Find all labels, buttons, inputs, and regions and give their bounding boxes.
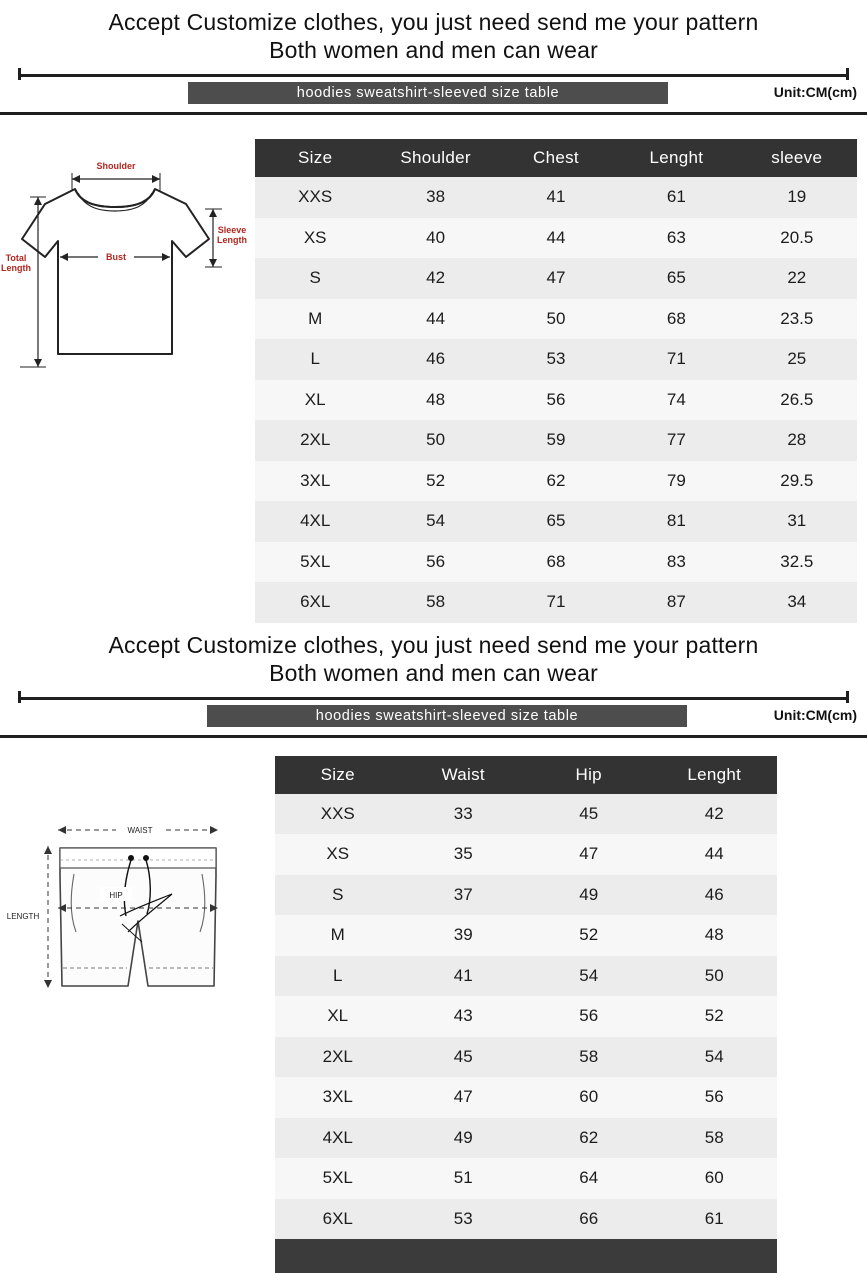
size-table-tops-wrap <box>255 139 867 623</box>
col-sleeve: sleeve <box>737 139 857 177</box>
cell-size: 5XL <box>255 542 375 583</box>
cell-waist: 45 <box>401 1037 527 1078</box>
table-row <box>275 1158 777 1199</box>
cell-length: 44 <box>652 834 778 875</box>
table-row <box>275 1077 777 1118</box>
col-waist: Waist <box>401 756 527 794</box>
label-hip: HIP <box>109 891 122 900</box>
col-length: Lenght <box>652 756 778 794</box>
cell-size: 3XL <box>275 1077 401 1118</box>
cell-sleeve: 23.5 <box>737 299 857 340</box>
label-length: LENGTH <box>7 912 40 921</box>
size-table-shorts <box>275 756 777 1240</box>
cell-sleeve: 28 <box>737 420 857 461</box>
cell-chest: 44 <box>496 218 616 259</box>
cell-hip: 49 <box>526 875 652 916</box>
banner-tops: hoodies sweatshirt-sleeved size table <box>188 82 668 104</box>
cell-size: 2XL <box>275 1037 401 1078</box>
cell-shoulder: 54 <box>375 501 495 542</box>
label-shoulder: Shoulder <box>96 161 135 171</box>
cell-size: XS <box>275 834 401 875</box>
cell-size: 4XL <box>275 1118 401 1159</box>
cell-chest: 53 <box>496 339 616 380</box>
cell-length: 79 <box>616 461 736 502</box>
cell-chest: 56 <box>496 380 616 421</box>
cell-chest: 62 <box>496 461 616 502</box>
cell-length: 65 <box>616 258 736 299</box>
cell-waist: 49 <box>401 1118 527 1159</box>
label-bust: Bust <box>106 252 126 262</box>
table-row <box>275 834 777 875</box>
cell-sleeve: 32.5 <box>737 542 857 583</box>
cell-size: XXS <box>275 794 401 835</box>
headline-line1: Accept Customize clothes, you just need send me your pattern <box>0 631 867 659</box>
cell-size: 2XL <box>255 420 375 461</box>
table-row <box>255 380 857 421</box>
col-hip: Hip <box>526 756 652 794</box>
cell-length: 60 <box>652 1158 778 1199</box>
cell-chest: 65 <box>496 501 616 542</box>
table-row <box>255 177 857 218</box>
headline-line2: Both women and men can wear <box>0 659 867 687</box>
cell-hip: 60 <box>526 1077 652 1118</box>
cell-sleeve: 20.5 <box>737 218 857 259</box>
unit-label-shorts: Unit:CM(cm) <box>774 707 857 723</box>
cell-size: 5XL <box>275 1158 401 1199</box>
table-row <box>275 875 777 916</box>
table-row <box>275 794 777 835</box>
cell-hip: 62 <box>526 1118 652 1159</box>
cell-shoulder: 44 <box>375 299 495 340</box>
table-row <box>255 461 857 502</box>
section-body-shorts <box>0 738 867 1273</box>
table-row <box>255 582 857 623</box>
headline-block-shorts <box>0 631 867 687</box>
cell-sleeve: 31 <box>737 501 857 542</box>
section-shorts <box>0 631 867 1273</box>
col-shoulder: Shoulder <box>375 139 495 177</box>
cell-length: 50 <box>652 956 778 997</box>
cell-hip: 56 <box>526 996 652 1037</box>
cell-size: 4XL <box>255 501 375 542</box>
cell-sleeve: 26.5 <box>737 380 857 421</box>
cell-hip: 47 <box>526 834 652 875</box>
rule-bar <box>18 74 849 77</box>
cell-sleeve: 34 <box>737 582 857 623</box>
cell-size: 3XL <box>255 461 375 502</box>
cell-size: XL <box>255 380 375 421</box>
col-chest: Chest <box>496 139 616 177</box>
cell-length: 68 <box>616 299 736 340</box>
table-row <box>255 218 857 259</box>
size-table-shorts-wrap <box>275 756 867 1273</box>
cell-length: 54 <box>652 1037 778 1078</box>
banner-row-shorts <box>0 705 867 731</box>
cell-hip: 45 <box>526 794 652 835</box>
section-body-tops <box>0 115 867 623</box>
cell-chest: 71 <box>496 582 616 623</box>
table-row <box>275 915 777 956</box>
col-size: Size <box>275 756 401 794</box>
cell-size: S <box>275 875 401 916</box>
cell-length: 52 <box>652 996 778 1037</box>
banner-shorts: hoodies sweatshirt-sleeved size table <box>207 705 687 727</box>
table-row <box>255 501 857 542</box>
cell-chest: 50 <box>496 299 616 340</box>
cell-chest: 41 <box>496 177 616 218</box>
label-total-length-1: Total <box>6 253 27 263</box>
cell-length: 56 <box>652 1077 778 1118</box>
cell-size: XXS <box>255 177 375 218</box>
cell-length: 81 <box>616 501 736 542</box>
cell-length: 61 <box>616 177 736 218</box>
headline-rule-tops <box>0 68 867 82</box>
cell-waist: 39 <box>401 915 527 956</box>
cell-hip: 66 <box>526 1199 652 1240</box>
cell-sleeve: 29.5 <box>737 461 857 502</box>
cell-length: 74 <box>616 380 736 421</box>
tshirt-measurement-diagram <box>0 139 255 424</box>
table-row <box>275 1037 777 1078</box>
table-row <box>255 339 857 380</box>
footer-bar <box>275 1239 777 1273</box>
cell-hip: 58 <box>526 1037 652 1078</box>
cell-shoulder: 56 <box>375 542 495 583</box>
cell-length: 83 <box>616 542 736 583</box>
cell-sleeve: 19 <box>737 177 857 218</box>
label-total-length-2: Length <box>1 263 31 273</box>
col-length: Lenght <box>616 139 736 177</box>
headline-block-tops <box>0 0 867 64</box>
cell-shoulder: 38 <box>375 177 495 218</box>
table-row <box>275 956 777 997</box>
cell-shoulder: 58 <box>375 582 495 623</box>
headline-line1: Accept Customize clothes, you just need send me your pattern <box>0 8 867 36</box>
cell-waist: 51 <box>401 1158 527 1199</box>
cell-sleeve: 22 <box>737 258 857 299</box>
cell-chest: 59 <box>496 420 616 461</box>
cell-length: 63 <box>616 218 736 259</box>
cell-length: 87 <box>616 582 736 623</box>
table-row <box>275 1199 777 1240</box>
cell-size: XS <box>255 218 375 259</box>
rule-bar <box>18 697 849 700</box>
headline-line2: Both women and men can wear <box>0 36 867 64</box>
table-row <box>255 542 857 583</box>
cell-sleeve: 25 <box>737 339 857 380</box>
table-header-row <box>255 139 857 177</box>
cell-length: 46 <box>652 875 778 916</box>
headline-rule-shorts <box>0 691 867 705</box>
cell-length: 58 <box>652 1118 778 1159</box>
cell-size: S <box>255 258 375 299</box>
cell-size: L <box>275 956 401 997</box>
table-row <box>255 420 857 461</box>
banner-row-tops <box>0 82 867 108</box>
table-row <box>275 1118 777 1159</box>
cell-size: 6XL <box>255 582 375 623</box>
cell-waist: 35 <box>401 834 527 875</box>
cell-waist: 53 <box>401 1199 527 1240</box>
shorts-measurement-diagram <box>0 756 275 1031</box>
cell-chest: 68 <box>496 542 616 583</box>
col-size: Size <box>255 139 375 177</box>
label-waist: WAIST <box>127 826 152 835</box>
cell-shoulder: 46 <box>375 339 495 380</box>
rule-tick-right <box>846 691 849 703</box>
tshirt-diagram-svg <box>0 139 255 419</box>
table-row <box>255 299 857 340</box>
shorts-diagram-svg <box>0 756 275 1026</box>
cell-shoulder: 40 <box>375 218 495 259</box>
cell-waist: 47 <box>401 1077 527 1118</box>
cell-shoulder: 48 <box>375 380 495 421</box>
unit-label-tops: Unit:CM(cm) <box>774 84 857 100</box>
size-table-tops <box>255 139 857 623</box>
cell-length: 48 <box>652 915 778 956</box>
size-table-tops-body <box>255 177 857 623</box>
cell-shoulder: 52 <box>375 461 495 502</box>
size-table-shorts-body <box>275 794 777 1240</box>
cell-waist: 33 <box>401 794 527 835</box>
cell-size: M <box>275 915 401 956</box>
cell-size: XL <box>275 996 401 1037</box>
cell-hip: 52 <box>526 915 652 956</box>
cell-size: 6XL <box>275 1199 401 1240</box>
cell-hip: 64 <box>526 1158 652 1199</box>
cell-length: 42 <box>652 794 778 835</box>
cell-chest: 47 <box>496 258 616 299</box>
cell-length: 61 <box>652 1199 778 1240</box>
cell-size: L <box>255 339 375 380</box>
rule-tick-right <box>846 68 849 80</box>
cell-length: 71 <box>616 339 736 380</box>
cell-waist: 37 <box>401 875 527 916</box>
label-sleeve-length-1: Sleeve <box>218 225 247 235</box>
cell-size: M <box>255 299 375 340</box>
cell-shoulder: 42 <box>375 258 495 299</box>
label-sleeve-length-2: Length <box>217 235 247 245</box>
table-header-row <box>275 756 777 794</box>
cell-hip: 54 <box>526 956 652 997</box>
cell-shoulder: 50 <box>375 420 495 461</box>
cell-waist: 41 <box>401 956 527 997</box>
table-row <box>255 258 857 299</box>
cell-waist: 43 <box>401 996 527 1037</box>
section-tops <box>0 0 867 623</box>
table-row <box>275 996 777 1037</box>
cell-length: 77 <box>616 420 736 461</box>
